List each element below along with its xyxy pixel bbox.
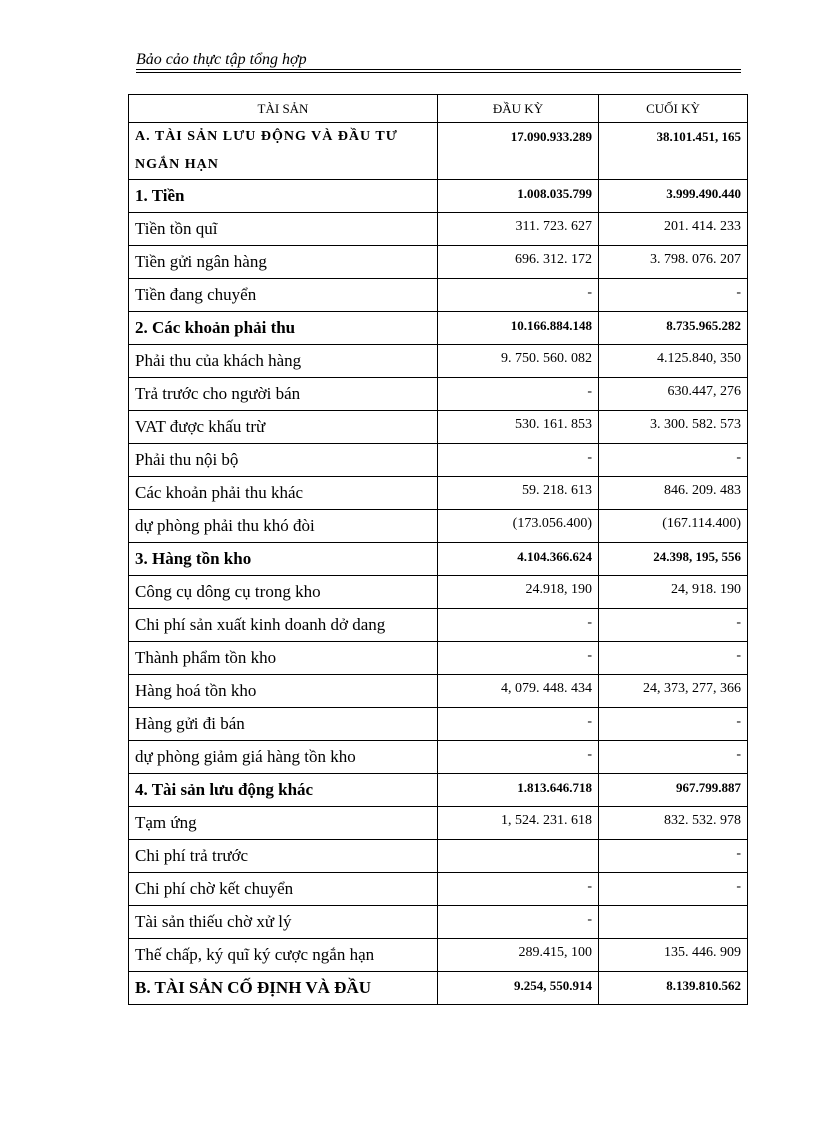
row-end-value: - — [599, 840, 748, 873]
balance-sheet-table — [128, 94, 748, 1005]
header-rule-bottom — [136, 72, 741, 73]
row-end-value: (167.114.400) — [599, 510, 748, 543]
row-start-value: 311. 723. 627 — [438, 213, 599, 246]
row-label: 4. Tài sản lưu động khác — [129, 774, 438, 807]
row-label: Công cụ dông cụ trong kho — [129, 576, 438, 609]
table-row — [129, 675, 748, 708]
row-label: A. TÀI SẢN LƯU ĐỘNG VÀ ĐẦU TƯ NGẮN HẠN — [129, 123, 438, 180]
row-start-value: 289.415, 100 — [438, 939, 599, 972]
row-label: dự phòng giảm giá hàng tồn kho — [129, 741, 438, 774]
row-label: Phải thu của khách hàng — [129, 345, 438, 378]
row-label: 2. Các khoản phải thu — [129, 312, 438, 345]
row-start-value: - — [438, 378, 599, 411]
row-start-value: 1.813.646.718 — [438, 774, 599, 807]
row-end-value — [599, 906, 748, 939]
row-label: Hàng hoá tồn kho — [129, 675, 438, 708]
row-label: Trả trước cho người bán — [129, 378, 438, 411]
table-row — [129, 906, 748, 939]
table-row — [129, 378, 748, 411]
table-row — [129, 123, 748, 180]
row-end-value: 846. 209. 483 — [599, 477, 748, 510]
table-row — [129, 576, 748, 609]
row-start-value: - — [438, 642, 599, 675]
row-start-value: - — [438, 708, 599, 741]
table-row — [129, 741, 748, 774]
row-end-value: 3. 798. 076. 207 — [599, 246, 748, 279]
row-end-value: - — [599, 444, 748, 477]
table-row — [129, 939, 748, 972]
row-start-value: 1, 524. 231. 618 — [438, 807, 599, 840]
row-end-value: - — [599, 279, 748, 312]
table-row — [129, 807, 748, 840]
row-end-value: 201. 414. 233 — [599, 213, 748, 246]
row-start-value: 4.104.366.624 — [438, 543, 599, 576]
row-end-value: 8.735.965.282 — [599, 312, 748, 345]
row-start-value: 4, 079. 448. 434 — [438, 675, 599, 708]
row-start-value: 24.918, 190 — [438, 576, 599, 609]
row-start-value: 696. 312. 172 — [438, 246, 599, 279]
row-end-value: 24, 918. 190 — [599, 576, 748, 609]
row-end-value: - — [599, 609, 748, 642]
table-row — [129, 345, 748, 378]
table-row — [129, 510, 748, 543]
row-start-value: (173.056.400) — [438, 510, 599, 543]
table-row — [129, 411, 748, 444]
column-header-end: CUỐI KỲ — [599, 95, 748, 123]
row-end-value: 8.139.810.562 — [599, 972, 748, 1005]
table-row — [129, 642, 748, 675]
row-label: VAT được khấu trừ — [129, 411, 438, 444]
row-end-value: - — [599, 708, 748, 741]
column-header-start: ĐẦU KỲ — [438, 95, 599, 123]
row-start-value — [438, 840, 599, 873]
row-end-value: 38.101.451, 165 — [599, 123, 748, 180]
row-start-value: 1.008.035.799 — [438, 180, 599, 213]
row-end-value: 135. 446. 909 — [599, 939, 748, 972]
header-title: Bảo cảo thực tập tổng hợp — [136, 51, 307, 68]
row-end-value: 24.398, 195, 556 — [599, 543, 748, 576]
row-label: Chi phí trả trước — [129, 840, 438, 873]
row-start-value: - — [438, 906, 599, 939]
row-label: Hàng gửi đi bán — [129, 708, 438, 741]
row-label: 1. Tiền — [129, 180, 438, 213]
row-start-value: 10.166.884.148 — [438, 312, 599, 345]
table-row — [129, 279, 748, 312]
row-end-value: - — [599, 741, 748, 774]
row-start-value: 530. 161. 853 — [438, 411, 599, 444]
row-end-value: 832. 532. 978 — [599, 807, 748, 840]
row-end-value: 4.125.840, 350 — [599, 345, 748, 378]
row-label: dự phòng phải thu khó đòi — [129, 510, 438, 543]
row-start-value: 59. 218. 613 — [438, 477, 599, 510]
table-row — [129, 213, 748, 246]
row-start-value: - — [438, 279, 599, 312]
row-label: Chi phí sản xuất kinh doanh dở dang — [129, 609, 438, 642]
row-start-value: 17.090.933.289 — [438, 123, 599, 180]
column-header-assets: TÀI SẢN — [129, 95, 438, 123]
row-start-value: 9.254, 550.914 — [438, 972, 599, 1005]
row-start-value: - — [438, 444, 599, 477]
row-label: Các khoản phải thu khác — [129, 477, 438, 510]
table-row — [129, 840, 748, 873]
table-row — [129, 312, 748, 345]
table-body — [129, 123, 748, 1005]
table-row — [129, 543, 748, 576]
row-label: Tạm ứng — [129, 807, 438, 840]
table-row — [129, 477, 748, 510]
row-label: Thế chấp, ký quĩ ký cược ngắn hạn — [129, 939, 438, 972]
table-row — [129, 708, 748, 741]
row-label: Chi phí chờ kết chuyển — [129, 873, 438, 906]
row-end-value: - — [599, 873, 748, 906]
table-row — [129, 180, 748, 213]
table-header-row — [129, 95, 748, 123]
row-label: Tài sản thiếu chờ xử lý — [129, 906, 438, 939]
row-end-value: 630.447, 276 — [599, 378, 748, 411]
table-row — [129, 972, 748, 1005]
row-label: Phải thu nội bộ — [129, 444, 438, 477]
row-end-value: 3. 300. 582. 573 — [599, 411, 748, 444]
row-end-value: 24, 373, 277, 366 — [599, 675, 748, 708]
page-header — [136, 50, 741, 70]
row-end-value: 3.999.490.440 — [599, 180, 748, 213]
row-start-value: - — [438, 741, 599, 774]
row-end-value: - — [599, 642, 748, 675]
header-rule-top — [136, 69, 741, 70]
row-end-value: 967.799.887 — [599, 774, 748, 807]
row-start-value: - — [438, 609, 599, 642]
table-row — [129, 774, 748, 807]
row-label: Tiền gửi ngân hàng — [129, 246, 438, 279]
row-start-value: - — [438, 873, 599, 906]
row-start-value: 9. 750. 560. 082 — [438, 345, 599, 378]
row-label: 3. Hàng tồn kho — [129, 543, 438, 576]
row-label: Thành phẩm tồn kho — [129, 642, 438, 675]
table-row — [129, 246, 748, 279]
table-row — [129, 609, 748, 642]
row-label: B. TÀI SẢN CỐ ĐỊNH VÀ ĐẦU — [129, 972, 438, 1005]
table-row — [129, 444, 748, 477]
row-label: Tiền đang chuyển — [129, 279, 438, 312]
row-label: Tiền tồn quĩ — [129, 213, 438, 246]
table-row — [129, 873, 748, 906]
